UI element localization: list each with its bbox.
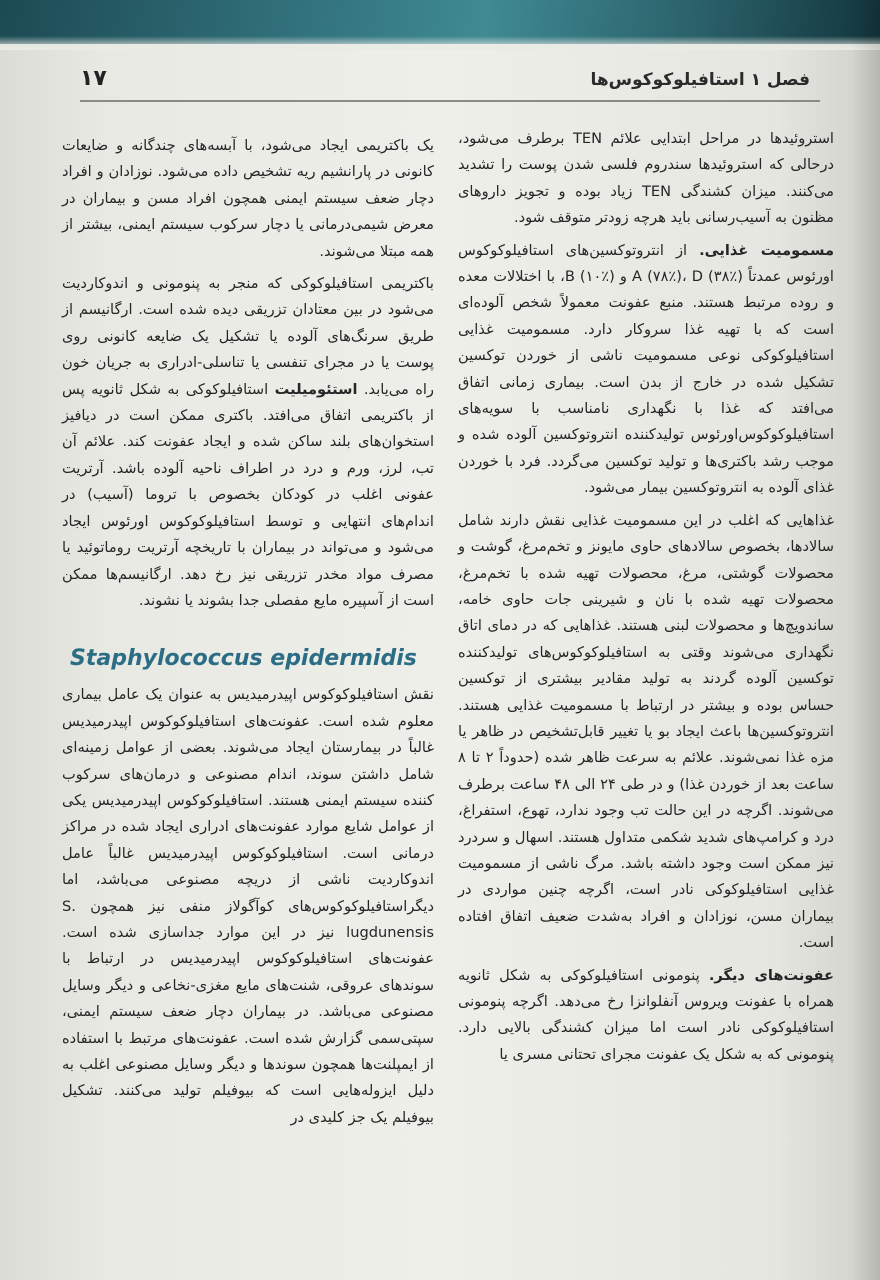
other-infections-heading: عفونت‌های دیگر. [708,966,834,984]
paragraph-other-infections [458,963,834,1069]
right-column [458,126,834,1068]
paragraph-food-poisoning [458,238,834,502]
food-poisoning-text: از انتروتوکسین‌های استافیلوکوکوس اورئوس عمدتاً A (۷۸٪)، D (۳۸٪) و B (۱۰٪)، با اختلالات معده و روده مرتبط هستند. منبع عفونت معمولاً شخص آلوده‌ای است که با تهیه غذا سروکار دارد. مسمومیت غذایی استافیلوکوکی نوعی مسمومیت ناشی از خوردن توکسین تشکیل شده در خارج از بدن است. بیماری زمانی اتفاق می‌افتد که غذا با نگهداری نامناسب با سویه‌های استافیلوکوکوس‌اورئوس تولیدکننده انتروتوکسین آلوده شده و موجب رشد باکتری‌ها و تولید توکسین می‌گردد. فرد با خوردن غذای آلوده به انتروتوکسین بیمار می‌شود. [458,241,834,497]
left-column [62,133,434,1131]
paragraph-epidermidis: نقش استافیلوکوکوس اپیدرمیدیس به عنوان یک عامل بیماری معلوم شده است. عفونت‌های استافیلوکوکوس اپیدرمیدیس غالباً در بیمارستان ایجاد می‌شوند. بعضی از عوامل زمینه‌ای شامل داشتن سوند، اندام مصنوعی و درمان‌های سرکوب کننده سیستم ایمنی هستند. استافیلوکوکوس اپیدرمیدیس یکی از عوامل شایع موارد عفونت‌های ادراری ایجاد شده در مراکز درمانی است. استافیلوکوکوس اپیدرمیدیس غالباً عامل اندوکاردیت ناشی از دریچه مصنوعی می‌باشد، اما دیگراستافیلوکوکوس‌های کوآگولاز منفی نیز همچون S. lugdunensis نیز در این موارد جداسازی شده است. عفونت‌های استافیلوکوکوس اپیدرمیدیس در ارتباط با سوندهای عروقی، شنت‌های مایع مغزی-نخاعی و دیگر وسایل مصنوعی می‌باشد. در بیماران دچار ضعف سیستم ایمنی، سپتی‌سمی گزارش شده است. عفونت‌های مرتبط با استفاده از ایمپلنت‌ها همچون سوندها و دیگر وسایل مصنوعی اغلب به دلیل ایزوله‌هایی است که بیوفیلم تولید می‌کنند. تشکیل بیوفیلم یک جز کلیدی در [62,686,434,1126]
paragraph-bacteremia: یک باکتریمی ایجاد می‌شود، با آبسه‌های چندگانه و ضایعات کانونی در پارانشیم ریه تشخیص داده می‌شود. نوزادان و افراد دچار ضعف سیستم ایمنی همچون افراد مسن و بیماران در معرض شیمی‌درمانی یا دچار سرکوب سیستم ایمنی، بیشتر از همه مبتلا می‌شوند. [62,137,434,260]
running-head: فصل ۱ استافیلوکوکوس‌ها [590,70,810,90]
paragraph-osteomyelitis: باکتریمی استافیلوکوکی که منجر به پنومونی و اندوکاردیت می‌شود در بین معتادان تزریقی دیده شده است. ارگانیسم از طریق سرنگ‌های آلوده یا تشکیل یک ضایعه کانونی روی پوست یا در مجرای تنفسی یا تناسلی-ادراری به جریان خون راه می‌یابد. استئومیلیت استافیلوکوکی به شکل ثانویه پس از باکتریمی اتفاق می‌افتد. باکتری ممکن است در دیافیز استخوان‌های بلند ساکن شده و ایجاد عفونت کند. علائم آن تب، لرز، ورم و درد در اطراف ناحیه آلوده باشد. آرتریت عفونی اغلب در کودکان بخصوص با تروما (آسیب) در اندام‌های انتهایی و توسط استافیلوکوکوس اورئوس ایجاد می‌شود و می‌تواند در بیماران با تاریخچه آرتریت روماتوئید یا مصرف مواد مخدر تزریقی نیز رخ دهد. ارگانیسم‌ها ممکن است از آسپیره مایع مفصلی جدا بشوند یا نشوند. [62,275,434,609]
page-header [80,66,820,96]
paragraph-ten: استروئیدها در مراحل ابتدایی علائم TEN برطرف می‌شود، درحالی که استروئیدها سندروم فلسی شدن پوست را تشدید می‌کنند. میزان کشندگی TEN زیاد بوده و تجویز داروهای مظنون به آسیب‌رسانی باید هرچه زودتر متوقف شود. [458,130,834,227]
section-title: Staphylococcus epidermidis [70,646,417,672]
page-number: ۱۷ [80,66,107,91]
osteomyelitis-term: استئومیلیت [274,380,358,398]
other-infections-text: پنومونی استافیلوکوکی به شکل ثانویه همراه با عفونت ویروس آنفلوانزا رخ می‌دهد. اگرچه پنومونی استافیلوکوکی نادر است اما میزان کشندگی بالایی دارد. پنومونی که به شکل یک عفونت مجرای تحتانی مسری یا [458,966,834,1063]
paragraph-foods: غذاهایی که اغلب در این مسمومیت غذایی نقش دارند شامل سالادها، بخصوص سالادهای حاوی مایونز و تخم‌مرغ، گوشت و محصولات گوشتی، مرغ، محصولات تهیه شده با تخم‌مرغ، محصولات تهیه شده با نان و شیرینی جات حاوی خامه، ساندویچ‌ها و محصولات لبنی هستند. غذاهایی که در دمای اتاق نگهداری می‌شوند وقتی به استافیلوکوکوس‌های تولیدکننده توکسین آلوده گردند به تولید مقادیر بیشتری از توکسین حساس بوده و بیشتر در ارتباط با مسمومیت غذایی هستند. انتروتوکسین‌ها باعث ایجاد بو یا تغییر قابل‌تشخیص در ظاهر یا مزه غذا نمی‌شوند. علائم به سرعت ظاهر شده (حدوداً ۲ تا ۸ ساعت بعد از خوردن غذا) و در طی ۲۴ الی ۴۸ ساعت برطرف می‌شوند. اگرچه در این حالت تب وجود ندارد، تهوع، استفراغ، درد و کرامپ‌های شدید شکمی متداول هستند. اسهال و سردرد نیز ممکن است وجود داشته باشد. مرگ ناشی از مسمومیت غذایی استافیلوکوکی نادر است، اگرچه چنین مواردی در بیماران مسن، نوزادان و افراد به‌شدت ضعیف اتفاق افتاده است. [458,511,834,952]
food-poisoning-heading: مسمومیت غذایی. [699,241,834,259]
header-rule [80,100,820,102]
